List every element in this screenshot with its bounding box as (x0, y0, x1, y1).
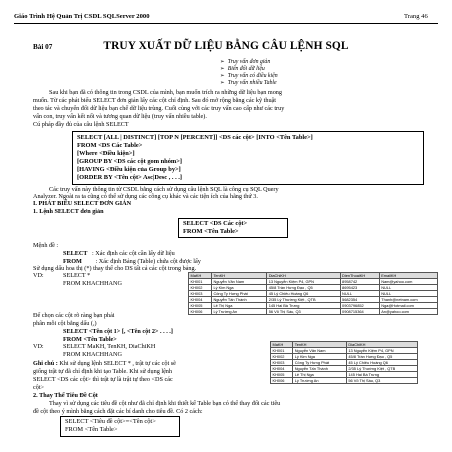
syntax-line: FROM <Tên Table> (183, 228, 239, 235)
body-line: phân mỗi cột bằng dấu (,) (33, 320, 97, 327)
table-cell: Lý Trường An (211, 309, 266, 315)
syntax-line: [GROUP BY <DS các cột gom nhóm>] (77, 158, 183, 165)
header-rule (14, 23, 438, 24)
note-line: cột> (33, 384, 45, 391)
topic-item: ➢ Truy vấn đơn giản (220, 59, 270, 65)
body-line: Các truy vấn này thông tin từ CSDL bằng cách sử dụng câu lệnh SQL là công cụ SQL Query (49, 186, 279, 193)
result-table-all-columns (188, 272, 438, 315)
note-line (33, 360, 176, 367)
simple-select-box (178, 218, 288, 238)
table-cell: Lý Trường An (293, 378, 347, 384)
table-cell: 145 Hai Bà Trưng (267, 303, 340, 309)
page-title: TRUY XUẤT DỮ LIỆU BẰNG CÂU LỆNH SQL (103, 40, 349, 52)
body-line: Sử dụng dấu hoa thị (*) thay thế cho DS tất cả các cột trong bảng. (33, 265, 197, 272)
table-cell: KH006 (189, 309, 212, 315)
table-cell: KH002 (271, 354, 293, 360)
example-code: FROM KHACHHANG (63, 280, 122, 287)
column-header: EmailKH (379, 273, 437, 279)
example-code: SELECT MaKH, TenKH, DiaChiKH (63, 343, 156, 350)
table-cell: Lý Kim Nga (293, 354, 347, 360)
table-cell: Nguyễn Tấn Thành (211, 297, 266, 303)
syntax-line: FROM <Tên Table> (63, 336, 117, 343)
syntax-line: FROM <Tên Table> (65, 426, 118, 433)
clause-desc: : Xác định các cột cần lấy dữ liệu (91, 250, 175, 257)
table-row (271, 378, 418, 384)
table-cell: NULL (340, 291, 379, 297)
intro-line: vấn con, truy vấn kết nối và tương quan dữ liệu (truy vấn nhiều table). (33, 113, 207, 120)
lesson-label: Bài 07 (33, 43, 53, 51)
syntax-line: SELECT <Tiêu đề cột>=<Tên cột> (65, 418, 156, 425)
table-cell: Lê Thị Nga (211, 303, 266, 309)
example-label: VD: (33, 343, 44, 350)
column-header: MaKH (189, 273, 212, 279)
table-row (189, 309, 438, 315)
table-cell: KH004 (189, 297, 212, 303)
topic-item: ➢ Biến đổi dữ liệu (220, 66, 265, 72)
table-cell: 2/35 Lý Thường Kiệt , QTB (346, 366, 417, 372)
body-line: Thay vì sử dụng các tiêu đề cột như đã chỉ định khi thiết kế Table bạn có thể thay đổi các tiêu (49, 400, 281, 407)
table-cell: KH004 (271, 366, 293, 372)
syntax-line: [ORDER BY <Tên cột> Asc|Desc , . . .] (77, 174, 183, 181)
table-cell: 45 Lý Chiêu Hoàng Q6 (346, 360, 417, 366)
table-cell: KH002 (189, 285, 212, 291)
clause-desc: : Xác định Bảng (Table) chứa cột được lấy (95, 258, 201, 265)
table-cell: KH003 (189, 291, 212, 297)
table-cell: KH005 (271, 372, 293, 378)
clause-label: Mệnh đề : (33, 242, 59, 249)
alias-syntax-box (60, 416, 180, 437)
table-cell: 45 Lý Chiêu Hoàng Q6 (267, 291, 340, 297)
table-cell: Lý Kim Nga (211, 285, 266, 291)
table-cell: Nguyễn Văn Nam (211, 279, 266, 285)
table-cell: Công Ty Hưng Phát (293, 360, 347, 366)
column-header: DiaChiKH (267, 273, 340, 279)
table-cell: 2/35 Lý Thường Kiệt , QTB (267, 297, 340, 303)
table-cell: KH006 (271, 378, 293, 384)
table-cell: 8958742 (340, 279, 379, 285)
note-label: Ghi chú : (33, 360, 58, 367)
table-cell: NULL (379, 285, 437, 291)
topic-item: ➢ Truy vấn có điều kiện (220, 73, 278, 79)
table-cell: Lê Thị Nga (293, 372, 347, 378)
table-cell: 56 Võ Thị Sáu, Q3 (346, 378, 417, 384)
syntax-line: [Where <Điều kiện>] (77, 150, 135, 157)
table-cell: KH001 (189, 279, 212, 285)
syntax-line: SELECT <DS Các cột> (183, 220, 248, 227)
column-header: TenKH (211, 273, 266, 279)
table-row (189, 297, 438, 303)
table-cell: Công Ty Hưng Phát (211, 291, 266, 297)
table-cell: 5682354 (340, 297, 379, 303)
column-header: TenKH (293, 342, 347, 348)
note-line: SELECT <DS các cột> thì trật tự là trật tự theo <DS các (33, 376, 173, 383)
body-line: Analyzer. Ngoài ra ta cũng có thể sử dụng các công cụ khác và các tiện ích của hãng thứ 3. (33, 193, 258, 200)
clause-select (63, 250, 175, 257)
table-cell: 13 Nguyễn Kiệm P4, GPN (267, 279, 340, 285)
clause-keyword: FROM (63, 258, 82, 265)
page-number: Trang 46 (404, 13, 428, 20)
table-cell: Nam@yahoo.com (379, 279, 437, 285)
subsection-heading: 2. Thay Thế Tiêu Đề Cột (33, 392, 98, 399)
table-cell: 13 Nguyễn Kiệm P4, GPN (346, 348, 417, 354)
note-text: Khi sử dụng lệnh SELECT * , trật tự các cột sẽ (57, 360, 176, 367)
table-cell: 145 Hai Bà Trưng (346, 372, 417, 378)
table-cell: KH003 (271, 360, 293, 366)
column-header: DiaChiKH (346, 342, 417, 348)
table-cell: An@yahoo.com (379, 309, 437, 315)
note-line: giống trật tự đã chỉ định khi tạo Table. Khi sử dụng lệnh (33, 368, 172, 375)
table-cell: 0908715364 (340, 309, 379, 315)
table-cell: 56 Võ Thị Sáu, Q3 (267, 309, 340, 315)
table-cell: 8695423 (340, 285, 379, 291)
example-code: SELECT * (63, 272, 91, 279)
table-cell: 0903796852 (340, 303, 379, 309)
table-cell: KH005 (189, 303, 212, 309)
column-header: DienThoaiKH (340, 273, 379, 279)
topic-item: ➢ Truy vấn nhiều Table (220, 80, 277, 86)
column-header: MaKH (271, 342, 293, 348)
intro-line: theo tác và chuyển đổi dữ liệu bạn chế dữ liệu trùng. Cuối cùng với các truy vấn cao cấp như các truy (33, 105, 285, 112)
select-syntax-box (72, 131, 424, 185)
table-cell: 45/8 Trần Hưng Đạo , Q5 (346, 354, 417, 360)
table-cell: NULL (379, 291, 437, 297)
syntax-line: SELECT <Tên cột 1> [, <Tên cột 2> . . . .] (63, 328, 173, 335)
table-cell: Nguyễn Văn Nam (293, 348, 347, 354)
page-header-title: Giáo Trình Hệ Quản Trị CSDL SQLServer 2000 (14, 13, 150, 20)
table-cell: Nguyễn Tấn Thành (293, 366, 347, 372)
result-table-selected-columns (270, 341, 418, 384)
syntax-line: FROM <DS Các Table> (77, 142, 143, 149)
example-label: VD: (33, 272, 44, 279)
intro-line: Sau khi bạn đã có thông tin trong CSDL của mình, bạn muốn trích ra những dữ liệu bạn mong (49, 89, 282, 96)
table-cell: KH001 (271, 348, 293, 354)
intro-line: Cú pháp đầy đủ của câu lệnh SELECT (33, 121, 129, 128)
table-cell: 45/8 Trần Hưng Đạo , Q5 (267, 285, 340, 291)
table-cell: Nga@Hotmail.com (379, 303, 437, 309)
table-cell: Thanh@netnam.com (379, 297, 437, 303)
section-heading: I. PHÁT BIỂU SELECT ĐƠN GIẢN (33, 200, 132, 207)
table-row (189, 279, 438, 285)
syntax-line: SELECT [ALL | DISTINCT] [TOP N [PERCENT]] <DS các cột> [INTO <Tên Table>] (77, 134, 313, 141)
syntax-line: [HAVING <Điều kiện của Group by>] (77, 166, 181, 173)
clause-keyword: SELECT (63, 250, 88, 257)
example-code: FROM KHACHHANG (63, 351, 122, 358)
body-line: Để chọn các cột rõ ràng bạn phải (33, 312, 115, 319)
subsection-heading: 1. Lệnh SELECT đơn giản (33, 208, 104, 215)
body-line: đề cột theo ý mình bằng cách đặt các bí danh cho tiêu đề. Có 2 cách: (33, 408, 203, 415)
intro-line: muốn. Từ các phát biểu SELECT đơn giản lấy các cột chỉ định. Sau đó mở rộng bằng các kỹ thuật (33, 97, 277, 104)
